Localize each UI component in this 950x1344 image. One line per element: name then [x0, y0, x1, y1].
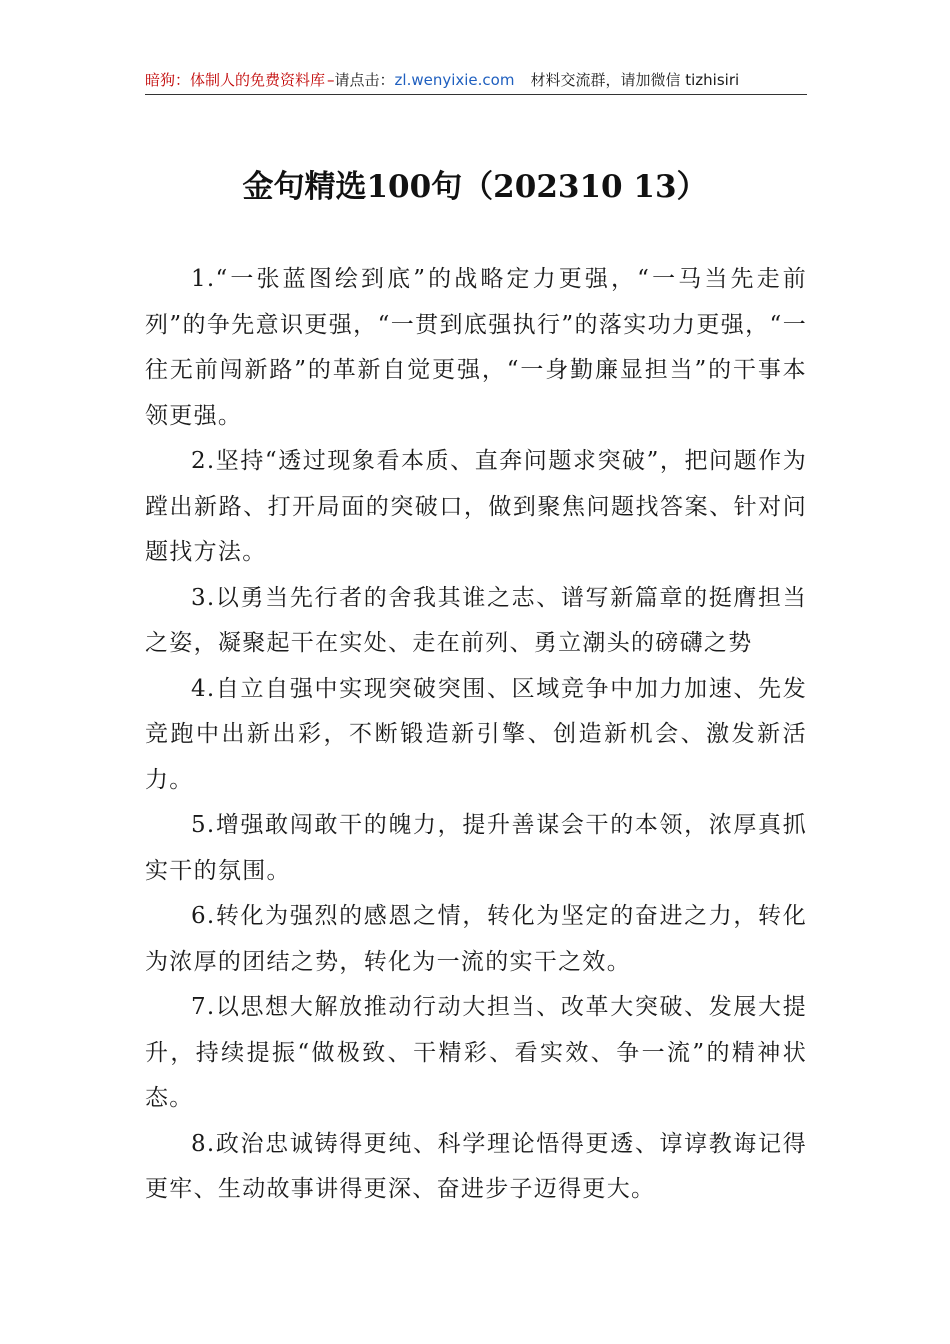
document-body: [145, 257, 807, 1213]
header-group-info: 材料交流群，请加微信 tizhisiri: [530, 71, 740, 89]
paragraph-7: 7.以思想大解放推动行动大担当、改革大突破、发展大提升，持续提振“做极致、干精彩、看实效、争一流”的精神状态。: [145, 994, 807, 1111]
paragraph-6: 6.转化为强烈的感恩之情，转化为坚定的奋进之力，转化为浓厚的团结之势，转化为一流的实干之效。: [145, 903, 807, 975]
header-link[interactable]: zl.wenyixie.com: [394, 71, 515, 89]
paragraph-8: 8.政治忠诚铸得更纯、科学理论悟得更透、谆谆教诲记得更牢、生动故事讲得更深、奋进步子迈得更大。: [145, 1130, 807, 1202]
header-brand: 暗狗：体制人的免费资料库: [145, 71, 326, 89]
document-title: 金句精选100句（202310 13）: [242, 169, 708, 205]
header-cta: 请点击：: [334, 71, 395, 89]
page-header: [145, 66, 805, 94]
paragraph-4: 4.自立自强中实现突破突围、区域竞争中加力加速、先发竞跑中出新出彩，不断锻造新引擎、创造新机会、激发新活力。: [145, 675, 807, 793]
paragraph-3: 3.以勇当先行者的舍我其谁之志、谱写新篇章的挺膺担当之姿，凝聚起干在实处、走在前列、勇立潮头的磅礴之势: [145, 584, 807, 656]
header-dash: –: [327, 71, 335, 89]
paragraph-5: 5.增强敢闯敢干的魄力，提升善谋会干的本领，浓厚真抓实干的氛围。: [145, 812, 807, 884]
header-divider: [145, 94, 807, 95]
paragraph-1: 1.“一张蓝图绘到底”的战略定力更强，“一马当先走前列”的争先意识更强，“一贯到底强执行”的落实功力更强，“一往无前闯新路”的革新自觉更强，“一身勤廉显担当”的干事本领更强。: [145, 266, 807, 429]
paragraph-2: 2.坚持“透过现象看本质、直奔问题求突破”，把问题作为蹚出新路、打开局面的突破口，做到聚焦问题找答案、针对问题找方法。: [145, 448, 807, 565]
